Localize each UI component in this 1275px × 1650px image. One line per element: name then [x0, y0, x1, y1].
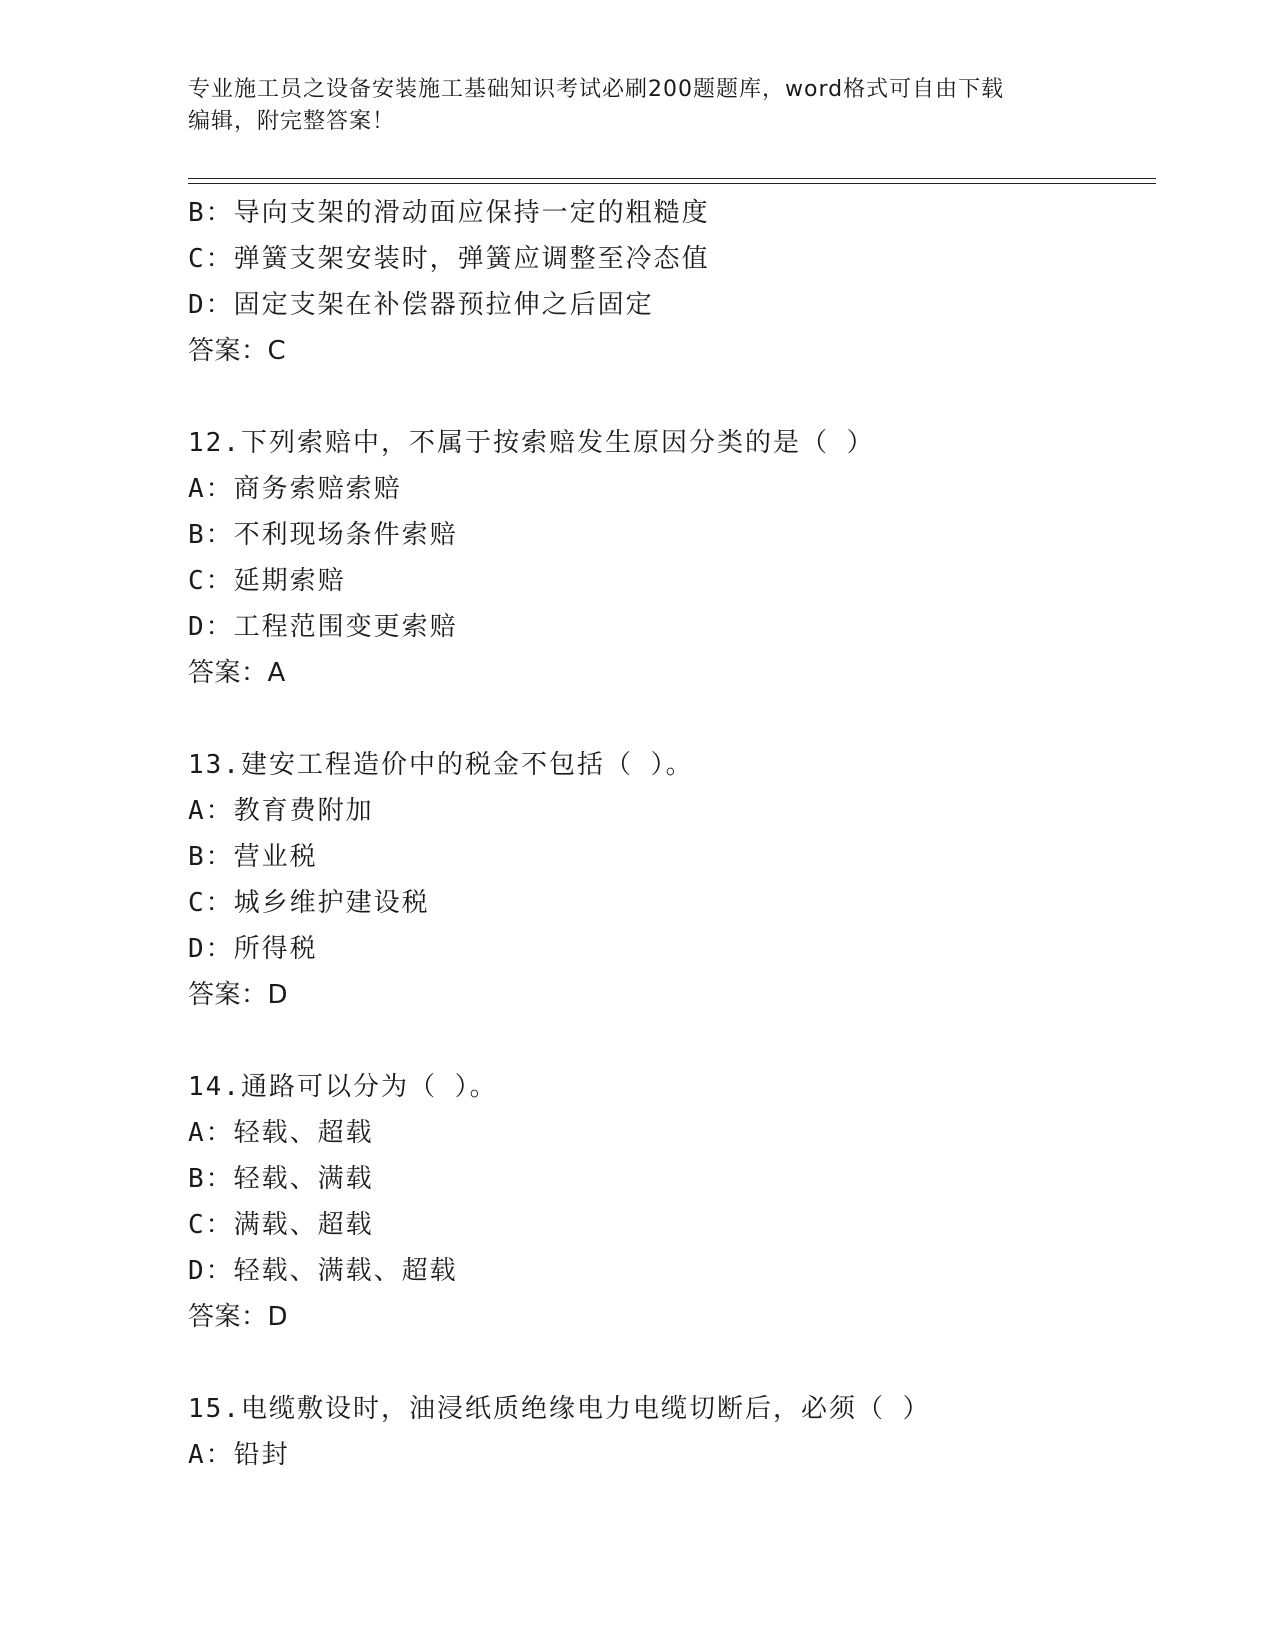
- option-c: C：满载、超载: [188, 1210, 374, 1240]
- question-stem: 15.电缆敷设时，油浸纸质绝缘电力电缆切断后，必须（ ）: [188, 1394, 931, 1424]
- answer-line: 答案：C: [188, 336, 287, 366]
- header-title-line-1: 专业施工员之设备安装施工基础知识考试必刷200题题库，word格式可自由下载: [188, 77, 1005, 102]
- answer-line: 答案：D: [188, 980, 289, 1010]
- option-d: D：轻载、满载、超载: [188, 1256, 458, 1286]
- spacer: [188, 374, 1148, 420]
- answer-line: 答案：A: [188, 658, 286, 688]
- answer-line: 答案：D: [188, 1302, 289, 1332]
- question-list: [188, 190, 1148, 1478]
- spacer: [188, 1340, 1148, 1386]
- header-divider-bottom: [188, 183, 1156, 184]
- option-b: B：营业税: [188, 842, 318, 872]
- question-stem: 14.通路可以分为（ ）。: [188, 1072, 498, 1102]
- question-11-fragment: [188, 190, 1148, 374]
- header-divider-top: [188, 178, 1156, 179]
- question-15: [188, 1386, 1148, 1478]
- option-b: B：不利现场条件索赔: [188, 520, 458, 550]
- spacer: [188, 1018, 1148, 1064]
- question-13: [188, 742, 1148, 1018]
- option-c: C：弹簧支架安装时，弹簧应调整至冷态值: [188, 244, 710, 274]
- option-a: A：教育费附加: [188, 796, 374, 826]
- spacer: [188, 696, 1148, 742]
- question-stem: 13.建安工程造价中的税金不包括（ ）。: [188, 750, 694, 780]
- option-b: B：轻载、满载: [188, 1164, 374, 1194]
- document-header: [188, 74, 1088, 138]
- question-14: [188, 1064, 1148, 1340]
- option-c: C：城乡维护建设税: [188, 888, 430, 918]
- header-title-line-2: 编辑，附完整答案！: [188, 109, 396, 134]
- option-b: B：导向支架的滑动面应保持一定的粗糙度: [188, 198, 710, 228]
- option-d: D：固定支架在补偿器预拉伸之后固定: [188, 290, 654, 320]
- question-12: [188, 420, 1148, 696]
- option-d: D：工程范围变更索赔: [188, 612, 458, 642]
- option-c: C：延期索赔: [188, 566, 346, 596]
- question-stem: 12.下列索赔中，不属于按索赔发生原因分类的是（ ）: [188, 428, 875, 458]
- option-d: D：所得税: [188, 934, 318, 964]
- option-a: A：商务索赔索赔: [188, 474, 402, 504]
- option-a: A：铅封: [188, 1440, 290, 1470]
- option-a: A：轻载、超载: [188, 1118, 374, 1148]
